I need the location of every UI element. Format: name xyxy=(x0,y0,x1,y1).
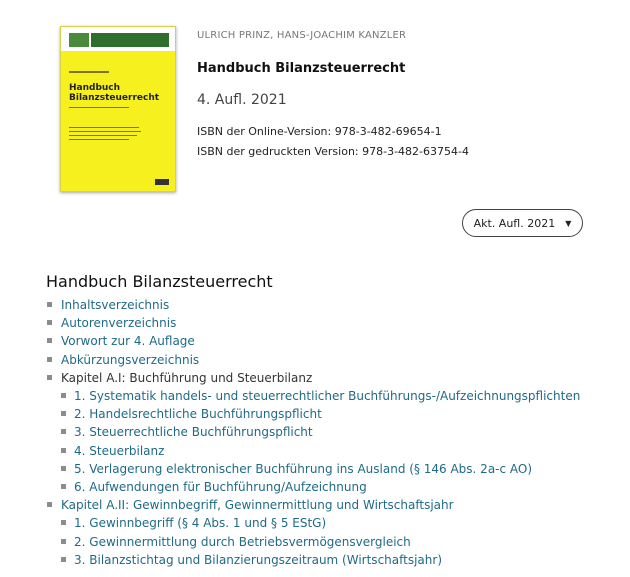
bullet-icon xyxy=(61,466,66,471)
toc-item-abkuerzungsverzeichnis[interactable]: Abkürzungsverzeichnis xyxy=(46,351,621,369)
bullet-icon xyxy=(47,502,52,507)
toc-item-a1-3[interactable]: 3. Steuerrechtliche Buchführungspflicht xyxy=(46,423,621,441)
isbn-online: ISBN der Online-Version: 978-3-482-69654-1 xyxy=(197,125,442,138)
toc-item-kapitel-a1[interactable]: Kapitel A.I: Buchführung und Steuerbilanz xyxy=(46,369,621,387)
cover-title: Handbuch Bilanzsteuerrecht xyxy=(69,83,160,103)
toc-item-autorenverzeichnis[interactable]: Autorenverzeichnis xyxy=(46,314,621,332)
bullet-icon xyxy=(61,484,66,489)
toc-item-a1-4[interactable]: 4. Steuerbilanz xyxy=(46,442,621,460)
bullet-icon xyxy=(61,539,66,544)
isbn-print: ISBN der gedruckten Version: 978-3-482-63754-4 xyxy=(197,145,469,158)
bullet-icon xyxy=(61,520,66,525)
toc-item-a1-6[interactable]: 6. Aufwendungen für Buchführung/Aufzeichnung xyxy=(46,478,621,496)
toc-item-a1-5[interactable]: 5. Verlagerung elektronischer Buchführung ins Ausland (§ 146 Abs. 2a-c AO) xyxy=(46,460,621,478)
book-title: Handbuch Bilanzsteuerrecht xyxy=(197,61,406,76)
cover-publisher-band xyxy=(61,27,175,51)
toc-item-kapitel-a2[interactable]: Kapitel A.II: Gewinnbegriff, Gewinnermittlung und Wirtschaftsjahr xyxy=(46,496,621,514)
toc-item-a2-3[interactable]: 3. Bilanzstichtag und Bilanzierungszeitraum (Wirtschaftsjahr) xyxy=(46,551,621,569)
bullet-icon xyxy=(61,411,66,416)
cover-author-line xyxy=(69,71,109,73)
toc-item-a2-2[interactable]: 2. Gewinnermittlung durch Betriebsvermögensvergleich xyxy=(46,533,621,551)
bullet-icon xyxy=(61,429,66,434)
book-cover-image xyxy=(60,26,176,192)
toc-item-inhaltsverzeichnis[interactable]: Inhaltsverzeichnis xyxy=(46,296,621,314)
bullet-icon xyxy=(61,448,66,453)
book-meta xyxy=(197,30,469,162)
toc-item-vorwort[interactable]: Vorwort zur 4. Auflage xyxy=(46,332,621,350)
bullet-icon xyxy=(47,357,52,362)
bullet-icon xyxy=(47,375,52,380)
bullet-icon xyxy=(47,302,52,307)
chevron-down-icon: ▼ xyxy=(565,218,572,228)
toc-heading: Handbuch Bilanzsteuerrecht xyxy=(46,272,273,291)
book-edition: 4. Aufl. 2021 xyxy=(197,92,287,108)
table-of-contents xyxy=(46,296,621,569)
toc-item-a1-2[interactable]: 2. Handelsrechtliche Buchführungspflicht xyxy=(46,405,621,423)
bullet-icon xyxy=(61,393,66,398)
bullet-icon xyxy=(47,320,52,325)
publisher-logo xyxy=(155,179,169,185)
bullet-icon xyxy=(47,338,52,343)
edition-select-label: Akt. Aufl. 2021 xyxy=(473,216,556,230)
bullet-icon xyxy=(61,557,66,562)
book-authors: ULRICH PRINZ, HANS-JOACHIM KANZLER xyxy=(197,30,407,41)
toc-item-a1-1[interactable]: 1. Systematik handels- und steuerrechtlicher Buchführungs-/Aufzeichnungspflichten xyxy=(46,387,621,405)
toc-item-a2-1[interactable]: 1. Gewinnbegriff (§ 4 Abs. 1 und § 5 EStG) xyxy=(46,514,621,532)
edition-select[interactable] xyxy=(462,209,583,237)
